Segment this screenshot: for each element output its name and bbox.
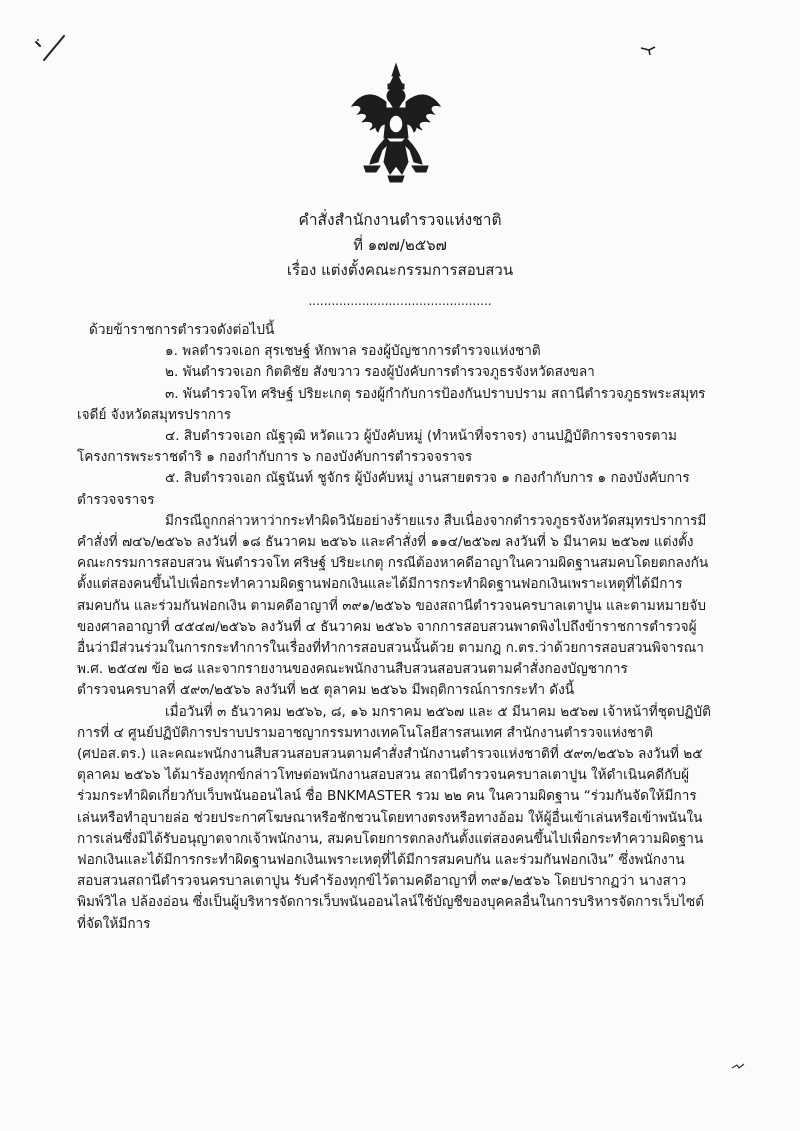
list-item: ๑. พลตำรวจเอก สุรเชษฐ์ หักพาล รองผู้บัญชาการตำรวจแห่งชาติ: [165, 343, 541, 360]
list-item: ๔. สิบตำรวจเอก ณัฐวุฒิ หวัดแวว ผู้บังคับหมู่ (ทำหน้าที่จราจร) งานปฏิบัติการจราจรตามโครงการพระราชดำริ ๑ กองกำกับการ ๖ กองบังคับการตำรวจจราจร: [77, 428, 677, 466]
ink-speck-icon: [731, 1062, 745, 1072]
order-body: [77, 320, 711, 935]
order-subject: เรื่อง แต่งตั้งคณะกรรมการสอบสวน: [286, 261, 514, 279]
list-item: ๕. สิบตำรวจเอก ณัฐนันท์ ชูจักร ผู้บังคับหมู่ งานสายตรวจ ๑ กองกำกับการ ๑ กองบังคับการตำรวจจราจร: [77, 470, 690, 508]
ink-speck-icon: [640, 44, 658, 56]
list-item: ๓. พันตำรวจโท ศริษฐ์ ปริยะเกตุ รองผู้กำกับการป้องกันปราบปราม สถานีตำรวจภูธรพระสมุทรเจดีย์ จังหวัดสมุทรปราการ: [77, 385, 706, 423]
paragraph-events: เมื่อวันที่ ๓ ธันวาคม ๒๕๖๖, ๘, ๑๖ มกราคม ๒๕๖๗ และ ๕ มีนาคม ๒๕๖๗ เจ้าหน้าที่ชุดปฏิบัติการที่ ๔ ศูนย์ปฏิบัติการปราบปรามอาชญากรรมทางเทคโนโลยีสารสนเทศ สำนักงานตำรวจแห่งชาติ (ศปอส.ตร.) และคณะพนักงานสืบสวนสอบสวนตามคำสั่งสำนักงานตำรวจแห่งชาติที่ ๕๙๓/๒๕๖๖ ลงวันที่ ๒๕ ตุลาคม ๒๕๖๖ ได้มาร้องทุกข์กล่าวโทษต่อพนักงานสอบสวน สถานีตำรวจนครบาลเตาปูน ให้ดำเนินคดีกับผู้ร่วมกระทำผิดเกี่ยวกับเว็บพนันออนไลน์ ชื่อ BNKMASTER รวม ๒๒ คน ในความผิดฐาน “ร่วมกันจัดให้มีการเล่นหรือทำอุบายล่อ ช่วยประกาศโฆษณาหรือชักชวนโดยทางตรงหรือทางอ้อม ให้ผู้อื่นเข้าเล่นหรือเข้าพนันในการเล่นซึ่งมิได้รับอนุญาตจากเจ้าพนักงาน, สมคบโดยการตกลงกันตั้งแต่สองคนขึ้นไปเพื่อกระทำความผิดฐานฟอกเงินและได้มีการกระทำผิดฐานฟอกเงินเพราะเหตุที่ได้มีการสมคบกัน และร่วมกันฟอกเงิน” ซึ่งพนักงานสอบสวนสถานีตำรวจนครบาลเตาปูน รับคำร้องทุกข์ไว้ตามคดีอาญาที่ ๓๙๑/๒๕๖๖ โดยปรากฏว่า นางสาวพิมพ์วิไล ปล้องอ่อน ซึ่งเป็นผู้บริหารจัดการเว็บพนันออนไลน์ใช้บัญชีของบุคคลอื่นในการบริหารจัดการเว็บไซต์ที่จัดให้มีการ: [77, 703, 711, 932]
separator-line: ................................................: [308, 294, 492, 308]
order-header: [0, 208, 800, 314]
list-item: ๒. พันตำรวจเอก กิตติชัย สังขวาว รองผู้บังคับการตำรวจภูธรจังหวัดสงขลา: [165, 364, 595, 381]
order-title: คำสั่งสำนักงานตำรวจแห่งชาติ: [298, 211, 502, 229]
paragraph-allegation: มีกรณีถูกกล่าวหาว่ากระทำผิดวินัยอย่างร้ายแรง สืบเนื่องจากตำรวจภูธรจังหวัดสมุทรปราการมีคำสั่งที่ ๗๔๖/๒๕๖๖ ลงวันที่ ๑๘ ธันวาคม ๒๕๖๖ และคำสั่งที่ ๑๑๔/๒๕๖๗ ลงวันที่ ๖ มีนาคม ๒๕๖๗ แต่งตั้งคณะกรรมการสอบสวน พันตำรวจโท ศริษฐ์ ปริยะเกตุ กรณีต้องหาคดีอาญาในความผิดฐานสมคบโดยตกลงกันตั้งแต่สองคนขึ้นไปเพื่อกระทำความผิดฐานฟอกเงินและได้มีการกระทำผิดฐานฟอกเงินเพราะเหตุที่ได้มีการสมคบกัน และร่วมกันฟอกเงิน ตามคดีอาญาที่ ๓๙๑/๒๕๖๖ ของสถานีตำรวจนครบาลเตาปูน และตามหมายจับของศาลอาญาที่ ๔๕๔๗/๒๕๖๖ ลงวันที่ ๔ ธันวาคม ๒๕๖๖ จากการสอบสวนพาดพิงไปถึงข้าราชการตำรวจผู้อื่นว่ามีส่วนร่วมในการกระทำการในเรื่องที่ทำการสอบสวนนั้นด้วย ตามกฎ ก.ตร.ว่าด้วยการสอบสวนพิจารณา พ.ศ. ๒๕๔๗ ข้อ ๒๘ และจากรายงานของคณะพนักงานสืบสวนสอบสวนตามคำสั่งกองบัญชาการตำรวจนครบาลที่ ๕๙๓/๒๕๖๖ ลงวันที่ ๒๕ ตุลาคม ๒๕๖๖ มีพฤติการณ์การกระทำ ดังนี้: [77, 512, 709, 699]
intro-line: ด้วยข้าราชการตำรวจดังต่อไปนี้: [89, 322, 275, 338]
garuda-emblem-icon: [346, 62, 446, 184]
order-number: ที่ ๑๗๗/๒๕๖๗: [353, 236, 447, 254]
pen-mark-icon: [30, 30, 70, 66]
